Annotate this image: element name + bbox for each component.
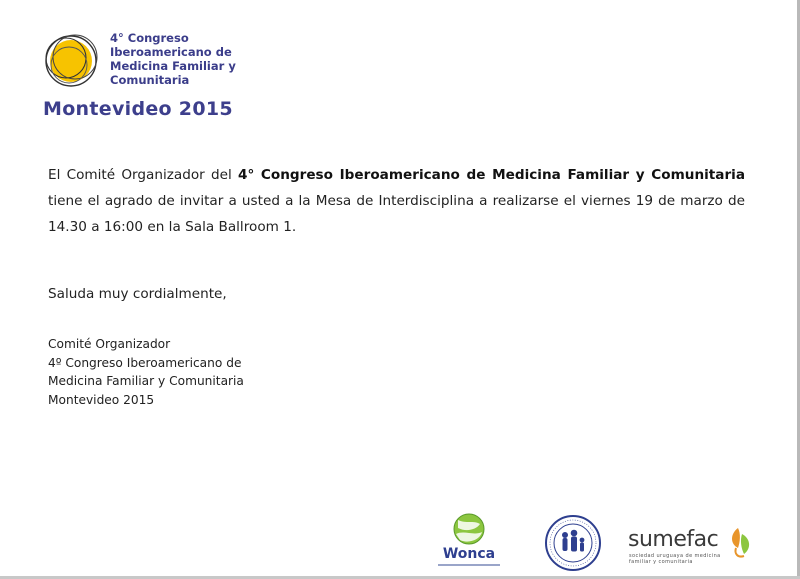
signature-line: 4º Congreso Iberoamericano de (48, 355, 242, 370)
city-year-heading: Montevideo 2015 (43, 98, 233, 120)
signature-line: Montevideo 2015 (48, 392, 155, 407)
invitation-text-suffix: tiene el agrado de invitar a usted a la Mesa de Interdisciplina a realizarse el viernes 19 de marzo de 14.30 a 16:00 en la Sala Ballroom 1. (48, 193, 745, 235)
sumefac-tagline: sociedad uruguaya de medicina familiar y comunitaria (629, 553, 721, 565)
logo-title-line: 4° Congreso (110, 31, 189, 45)
association-seal-icon (543, 513, 603, 573)
wonca-globe-icon (436, 510, 502, 572)
invitation-text-prefix: El Comité Organizador del (48, 167, 238, 183)
wonca-tagline-rule (438, 564, 500, 566)
sumefac-wordmark: sumefac (628, 527, 719, 552)
logo-title-line: Iberoamericano de (110, 45, 232, 59)
invitation-paragraph (48, 162, 745, 240)
congress-name-bold: 4° Congreso Iberoamericano de Medicina Familiar y Comunitaria (238, 167, 745, 183)
signature-line: Medicina Familiar y Comunitaria (48, 374, 244, 388)
signature-line: Comité Organizador (48, 337, 171, 351)
logo-title-line: Comunitaria (110, 73, 190, 87)
logo-title-line: Medicina Familiar y (110, 59, 236, 73)
sumefac-leaf-icon (728, 524, 756, 560)
congress-logo-title (110, 31, 260, 87)
congress-logo-circles-icon (42, 30, 102, 90)
signature-block (48, 335, 244, 409)
wonca-wordmark: Wonca (442, 546, 496, 562)
greeting-text: Saluda muy cordialmente, (48, 286, 227, 302)
